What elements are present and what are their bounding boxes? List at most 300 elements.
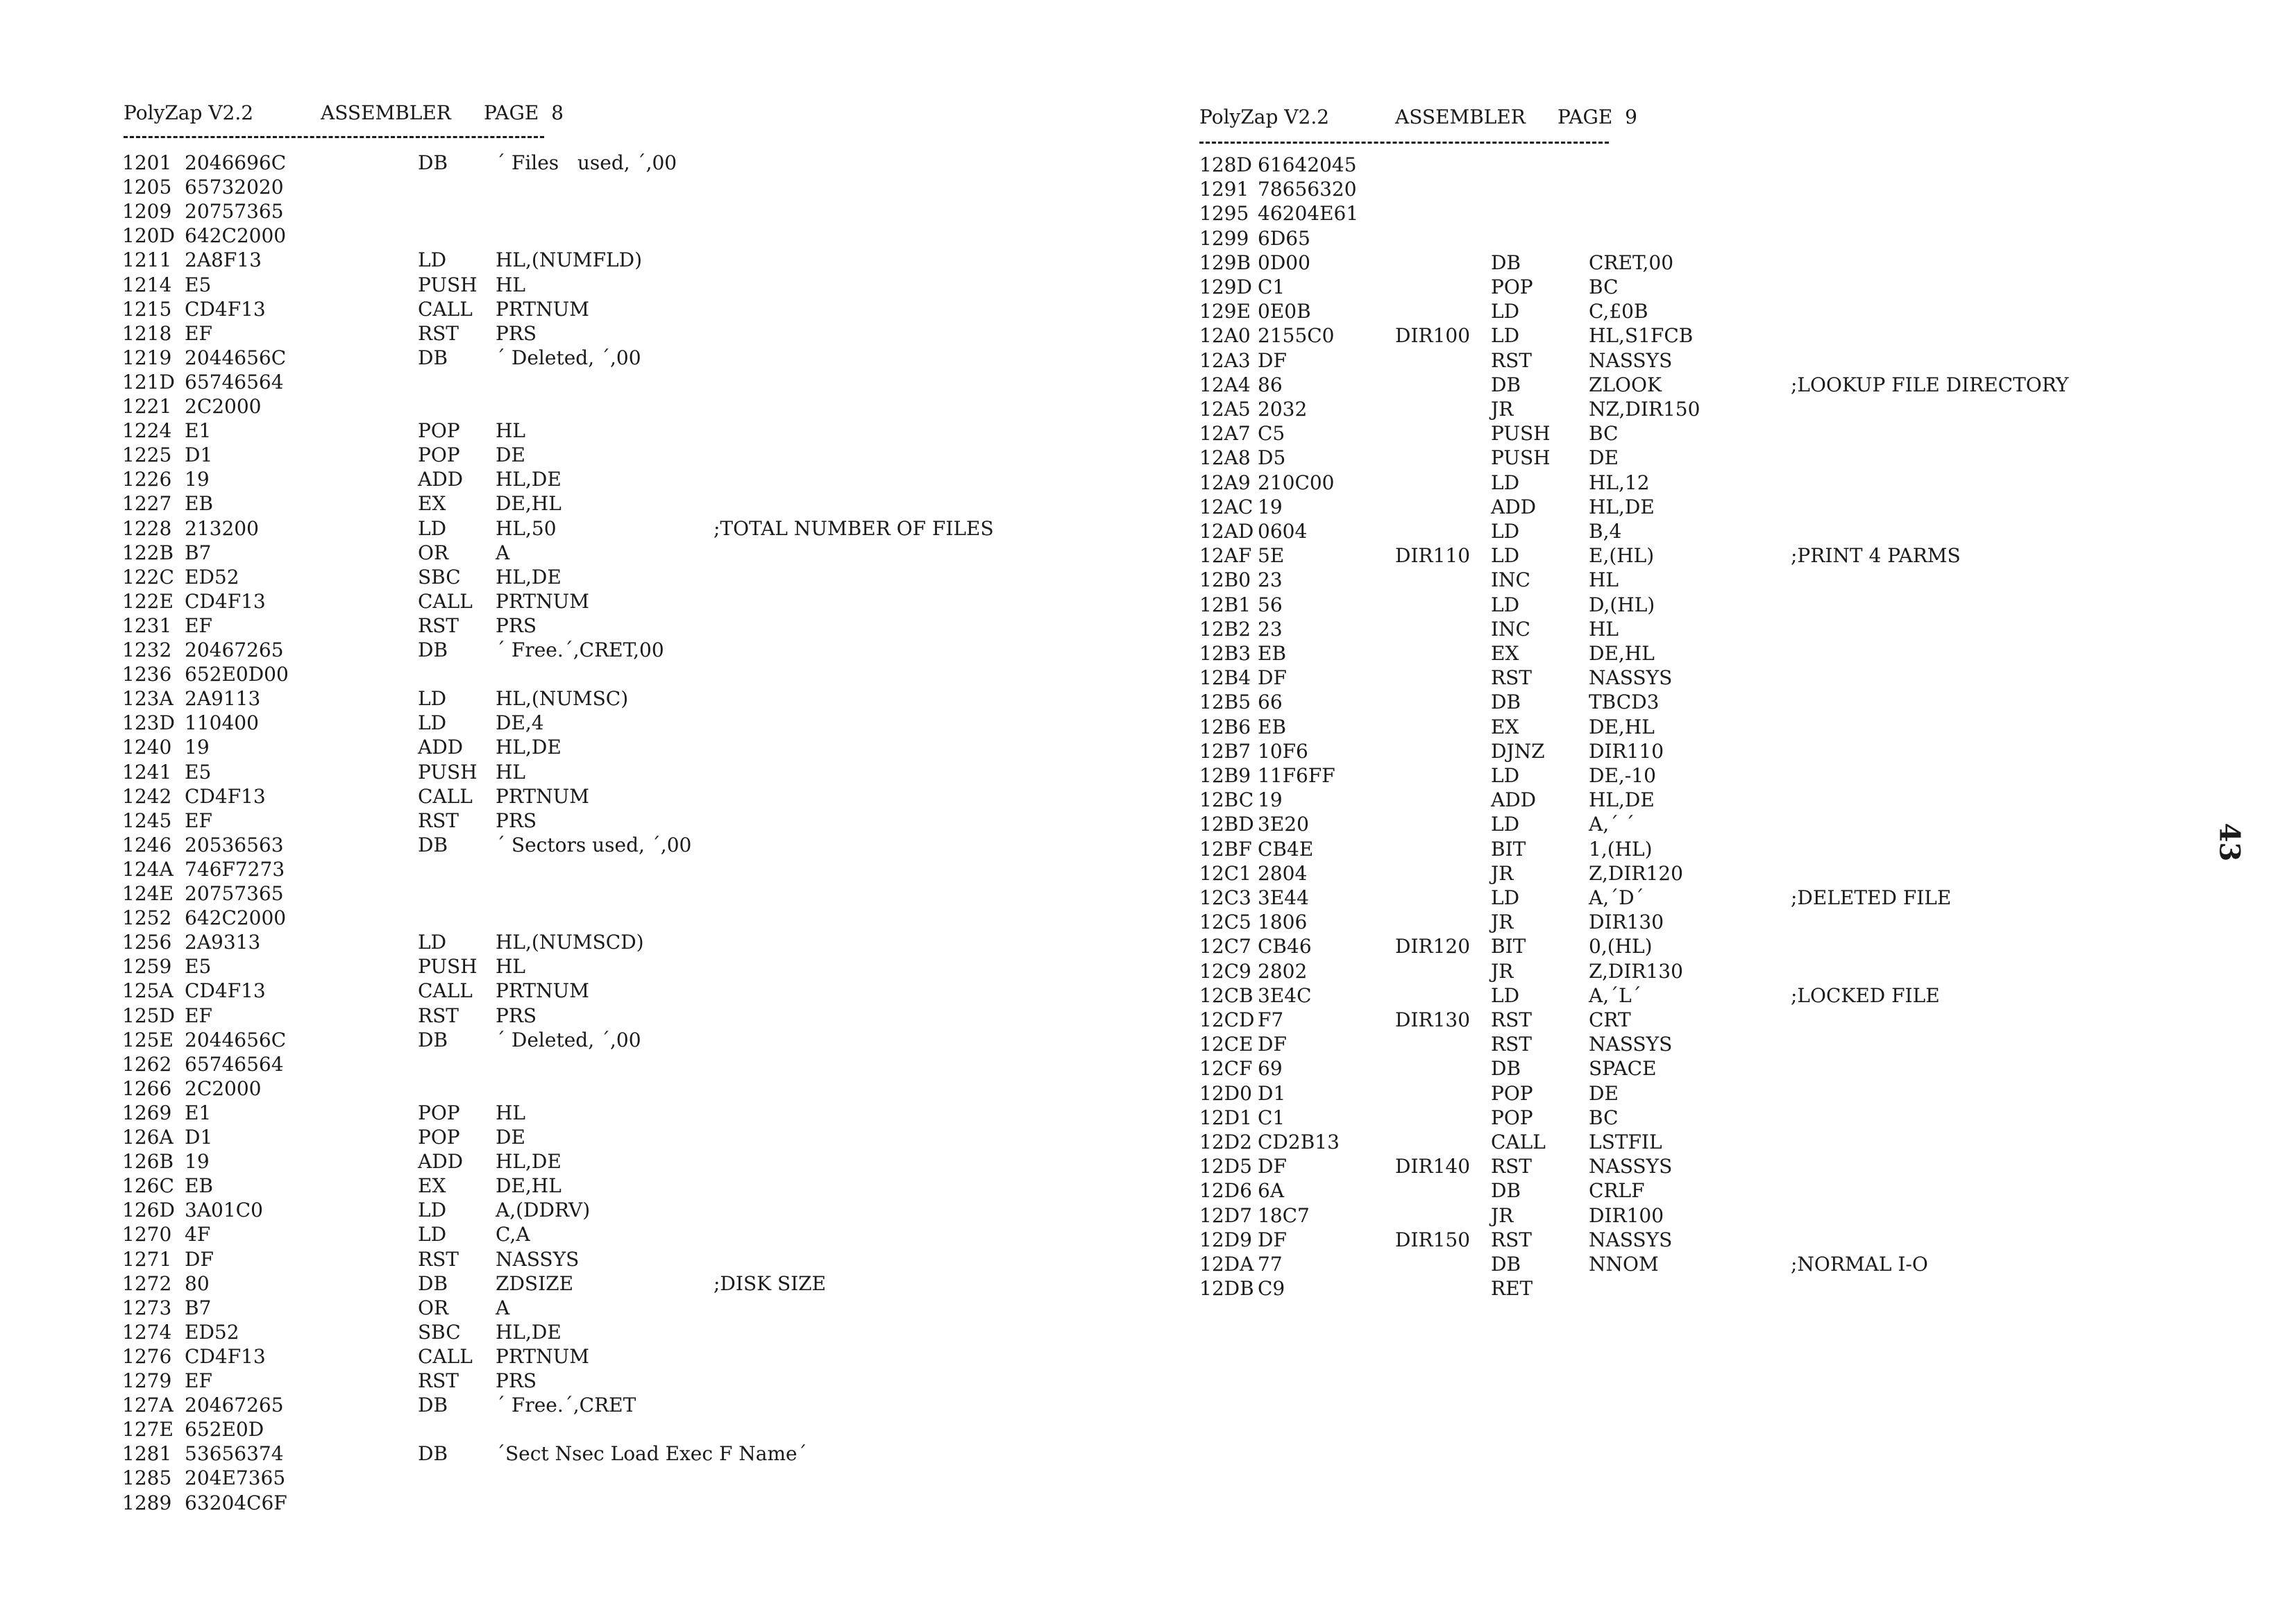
address: 129D [1199, 276, 1252, 298]
address: 1225 [122, 443, 172, 467]
listing-line [1148, 1106, 2296, 1130]
mnemonic: RST [418, 809, 459, 832]
mnemonic: DB [418, 1442, 448, 1466]
object-code: 652E0D [185, 1418, 264, 1441]
object-code: 204E7365 [185, 1466, 286, 1490]
mnemonic: DB [1491, 1253, 1521, 1276]
operand: HL,(NUMSC) [496, 687, 629, 711]
address: 12D5 [1199, 1155, 1252, 1178]
operand: HL,S1FCB [1589, 324, 1694, 348]
mnemonic: JR [1491, 1203, 1514, 1227]
address: 126A [122, 1126, 174, 1149]
listing-line [1148, 568, 2296, 592]
listing-line [0, 906, 1148, 930]
address: 1276 [122, 1344, 172, 1368]
listing-line [0, 1174, 1148, 1198]
address: 12C3 [1199, 886, 1251, 909]
mnemonic: RST [1491, 1033, 1532, 1056]
object-code: EF [185, 321, 212, 345]
mnemonic: RST [1491, 666, 1532, 690]
mnemonic: LD [1491, 544, 1520, 568]
operand: BC [1589, 276, 1619, 298]
listing-line [0, 1126, 1148, 1149]
object-code: DF [1258, 666, 1287, 690]
operand: ´ Deleted, ´,00 [496, 346, 641, 369]
object-code: CD4F13 [185, 589, 266, 613]
listing-line [0, 834, 1148, 857]
operand: CRLF [1589, 1179, 1645, 1203]
object-code: 19 [185, 468, 210, 491]
object-code: 19 [185, 1150, 210, 1174]
address: 12CD [1199, 1008, 1255, 1031]
address: 1270 [122, 1223, 172, 1246]
listing-line [0, 346, 1148, 370]
mnemonic: LD [1491, 520, 1520, 543]
mnemonic: JR [1491, 398, 1514, 421]
operand: A,(DDRV) [496, 1199, 591, 1222]
operand: ZDSIZE [496, 1271, 574, 1295]
listing-line [0, 517, 1148, 541]
address: 12AF [1199, 544, 1252, 568]
mnemonic: RET [1491, 1277, 1533, 1301]
listing-line [0, 1223, 1148, 1246]
object-code: B7 [185, 1296, 212, 1319]
listing-line [1148, 984, 2296, 1008]
address: 1241 [122, 760, 172, 784]
address: 1259 [122, 955, 172, 979]
address: 12B7 [1199, 739, 1251, 763]
address: 1215 [122, 297, 172, 321]
object-code: EB [1258, 715, 1287, 738]
address: 123D [122, 711, 175, 735]
object-code: 66 [1258, 691, 1283, 714]
operand: NASSYS [1589, 1033, 1673, 1056]
object-code: B7 [185, 541, 212, 564]
listing-line [0, 1442, 1148, 1466]
address: 12DB [1199, 1277, 1254, 1301]
address: 1269 [122, 1101, 172, 1124]
address: 12BC [1199, 788, 1254, 812]
address: 1281 [122, 1442, 172, 1466]
mnemonic: DB [418, 1394, 448, 1417]
address: 1205 [122, 176, 172, 199]
address: 127A [122, 1394, 174, 1417]
operand: HL,DE [496, 565, 562, 589]
mnemonic: BIT [1491, 935, 1526, 958]
comment: ;DELETED FILE [1791, 886, 1952, 909]
object-code: 23 [1258, 568, 1283, 592]
mnemonic: ADD [1491, 788, 1537, 812]
object-code: F7 [1258, 1008, 1284, 1031]
object-code: 11F6FF [1258, 764, 1335, 787]
address: 1245 [122, 809, 172, 832]
operand: Z,DIR130 [1589, 959, 1683, 983]
header-program: PolyZap V2.2 [124, 101, 254, 124]
listing-line [1148, 1253, 2296, 1276]
object-code: 2155C0 [1258, 324, 1335, 348]
address: 1274 [122, 1320, 172, 1344]
object-code: 6A [1258, 1179, 1285, 1203]
object-code: 746F7273 [185, 857, 285, 881]
header-page-label: PAGE 8 [484, 101, 564, 124]
operand: DE,HL [1589, 642, 1655, 665]
object-code: EF [185, 1004, 212, 1027]
object-code: 63204C6F [185, 1491, 287, 1514]
mnemonic: JR [1491, 861, 1514, 885]
mnemonic: SBC [418, 565, 461, 589]
listing-line [1148, 862, 2296, 886]
mnemonic: LD [418, 687, 447, 711]
listing-line [1148, 618, 2296, 641]
operand: ZLOOK [1589, 373, 1662, 396]
operand: NNOM [1589, 1253, 1659, 1276]
mnemonic: INC [1491, 568, 1530, 592]
right-listing-page [1148, 0, 2296, 1624]
listing-line [1148, 324, 2296, 348]
object-code: 1806 [1258, 911, 1308, 934]
address: 122B [122, 541, 174, 564]
listing-line [0, 809, 1148, 833]
object-code: 210C00 [1258, 471, 1335, 494]
operand: PRTNUM [496, 589, 589, 613]
mnemonic: PUSH [418, 273, 478, 296]
address: 12B2 [1199, 617, 1251, 641]
object-code: EF [185, 1369, 212, 1392]
mnemonic: LD [418, 711, 447, 735]
address: 123A [122, 687, 174, 711]
listing-line [0, 322, 1148, 346]
address: 12B1 [1199, 593, 1251, 616]
operand: HL,DE [496, 1320, 562, 1344]
mnemonic: DB [418, 638, 448, 661]
label: DIR150 [1395, 1228, 1471, 1251]
object-code: E5 [185, 273, 212, 296]
mnemonic: POP [418, 443, 460, 467]
mnemonic: LD [1491, 593, 1520, 616]
mnemonic: EX [418, 492, 446, 516]
operand: NZ,DIR150 [1589, 398, 1700, 421]
listing-line [1148, 153, 2296, 177]
operand: PRS [496, 321, 537, 345]
mnemonic: RST [418, 1247, 459, 1271]
mnemonic: PUSH [1491, 422, 1551, 446]
address: 12B9 [1199, 764, 1251, 787]
operand: TBCD3 [1589, 691, 1660, 714]
address: 12A9 [1199, 471, 1251, 494]
address: 1211 [122, 248, 172, 272]
operand: A,´ ´ [1589, 813, 1635, 836]
address: 12BF [1199, 837, 1252, 861]
listing-line [1148, 935, 2296, 958]
operand: PRS [496, 1369, 537, 1392]
listing-line [1148, 446, 2296, 470]
operand: C,£0B [1589, 300, 1648, 323]
object-code: 23 [1258, 617, 1283, 641]
listing-line [1148, 1057, 2296, 1081]
listing-line [1148, 642, 2296, 666]
operand: SPACE [1589, 1057, 1657, 1081]
object-code: 2802 [1258, 959, 1308, 983]
address: 1252 [122, 906, 172, 930]
listing-line [0, 200, 1148, 223]
address: 1218 [122, 321, 172, 345]
object-code: 110400 [185, 711, 259, 735]
mnemonic: BIT [1491, 837, 1526, 861]
object-code: 3E44 [1258, 886, 1309, 909]
address: 12BD [1199, 813, 1254, 836]
address: 1228 [122, 516, 172, 540]
object-code: 19 [1258, 788, 1283, 812]
mnemonic: DB [418, 151, 448, 174]
operand: HL,50 [496, 516, 557, 540]
label: DIR120 [1395, 935, 1471, 958]
operand: A,´D´ [1589, 886, 1644, 909]
operand: DE [1589, 446, 1619, 470]
listing-line [0, 1248, 1148, 1271]
operand: HL,12 [1589, 471, 1650, 494]
object-code: 2804 [1258, 861, 1308, 885]
mnemonic: POP [1491, 276, 1533, 298]
object-code: D1 [1258, 1081, 1286, 1105]
object-code: 18C7 [1258, 1203, 1310, 1227]
address: 124A [122, 857, 174, 881]
listing-line [1148, 788, 2296, 812]
listing-line [0, 590, 1148, 614]
address: 121D [122, 370, 175, 394]
mnemonic: POP [418, 1101, 460, 1124]
address: 1273 [122, 1296, 172, 1319]
address: 126B [122, 1150, 174, 1174]
object-code: C9 [1258, 1277, 1285, 1301]
address: 1240 [122, 736, 172, 759]
address: 1295 [1199, 202, 1249, 226]
listing-line [0, 711, 1148, 735]
object-code: 2046696C [185, 151, 287, 174]
operand: 1,(HL) [1589, 837, 1653, 861]
address: 1226 [122, 468, 172, 491]
mnemonic: DB [418, 833, 448, 856]
object-code: 65746564 [185, 1052, 284, 1076]
object-code: 20467265 [185, 1394, 284, 1417]
mnemonic: LD [418, 248, 447, 272]
object-code: 6D65 [1258, 226, 1310, 250]
mnemonic: CALL [418, 784, 473, 808]
operand: E,(HL) [1589, 544, 1655, 568]
operand: PRTNUM [496, 784, 589, 808]
address: 12D6 [1199, 1179, 1252, 1203]
operand: NASSYS [496, 1247, 580, 1271]
address: 12AC [1199, 495, 1253, 518]
address: 1231 [122, 614, 172, 637]
address: 1289 [122, 1491, 172, 1514]
address: 12A3 [1199, 348, 1251, 372]
object-code: 0D00 [1258, 251, 1310, 274]
address: 1232 [122, 638, 172, 661]
object-code: 86 [1258, 373, 1283, 396]
listing-line [1148, 666, 2296, 690]
listing-line [0, 1029, 1148, 1052]
mnemonic: DB [1491, 251, 1521, 274]
operand: PRS [496, 1004, 537, 1027]
address: 12D7 [1199, 1203, 1252, 1227]
object-code: EB [1258, 642, 1287, 665]
listing-line [0, 955, 1148, 979]
mnemonic: RST [418, 614, 459, 637]
listing-line [0, 541, 1148, 565]
operand: ´ Files used, ´,00 [496, 151, 677, 174]
object-code: ED52 [185, 1320, 239, 1344]
object-code: DF [1258, 1155, 1287, 1178]
mnemonic: DB [1491, 1057, 1521, 1081]
address: 1209 [122, 200, 172, 223]
listing-line [1148, 349, 2296, 373]
object-code: ED52 [185, 565, 239, 589]
operand: DIR130 [1589, 911, 1664, 934]
address: 1266 [122, 1076, 172, 1100]
object-code: 3A01C0 [185, 1199, 263, 1222]
operand: D,(HL) [1589, 593, 1655, 616]
listing-line [0, 1053, 1148, 1076]
operand: HL [496, 419, 526, 443]
object-code: CD4F13 [185, 1344, 266, 1368]
address: 127E [122, 1418, 174, 1441]
mnemonic: JR [1491, 911, 1514, 934]
operand: ´ Free.´,CRET [496, 1394, 636, 1417]
mnemonic: OR [418, 541, 449, 564]
object-code: 2A8F13 [185, 248, 262, 272]
operand: HL [496, 273, 526, 296]
address: 12D1 [1199, 1106, 1252, 1129]
mnemonic: DB [418, 346, 448, 369]
mnemonic: LD [418, 1223, 447, 1246]
listing-line [1148, 496, 2296, 519]
operand: HL,DE [1589, 788, 1655, 812]
mnemonic: PUSH [418, 955, 478, 979]
operand: A [496, 541, 510, 564]
listing-rows [1148, 0, 2296, 1624]
mnemonic: POP [418, 419, 460, 443]
address: 1214 [122, 273, 172, 296]
listing-line [1148, 202, 2296, 226]
mnemonic: POP [1491, 1081, 1533, 1105]
object-code: E1 [185, 1101, 212, 1124]
address: 1291 [1199, 178, 1249, 201]
object-code: 2C2000 [185, 1076, 262, 1100]
mnemonic: DB [418, 1028, 448, 1051]
address: 12A8 [1199, 446, 1251, 470]
listing-line [0, 979, 1148, 1003]
address: 1221 [122, 395, 172, 418]
operand: DE,-10 [1589, 764, 1656, 787]
mnemonic: PUSH [418, 760, 478, 784]
mnemonic: CALL [418, 979, 473, 1003]
listing-line [1148, 251, 2296, 275]
listing-line [0, 1369, 1148, 1393]
object-code: D5 [1258, 446, 1286, 470]
mnemonic: RST [418, 1369, 459, 1392]
object-code: 65746564 [185, 370, 284, 394]
object-code: 20757365 [185, 882, 284, 905]
address: 1219 [122, 346, 172, 369]
address: 12C1 [1199, 861, 1251, 885]
listing-line [1148, 593, 2296, 617]
listing-line [1148, 1228, 2296, 1252]
object-code: 19 [185, 736, 210, 759]
listing-line [0, 176, 1148, 199]
mnemonic: LD [1491, 764, 1520, 787]
object-code: DF [1258, 348, 1287, 372]
object-code: CD4F13 [185, 784, 266, 808]
object-code: 3E4C [1258, 983, 1312, 1007]
operand: CRET,00 [1589, 251, 1674, 274]
mnemonic: LD [1491, 471, 1520, 494]
address: 12AD [1199, 520, 1254, 543]
listing-line [0, 151, 1148, 175]
listing-line [1148, 911, 2296, 934]
operand: ´Sect Nsec Load Exec F Name´ [496, 1442, 807, 1466]
listing-line [0, 248, 1148, 272]
operand: NASSYS [1589, 666, 1673, 690]
header-section: ASSEMBLER [1395, 105, 1526, 128]
address: 12A4 [1199, 373, 1251, 396]
operand: DE,HL [496, 1174, 562, 1198]
address: 12A5 [1199, 398, 1251, 421]
operand: A,´L´ [1589, 983, 1641, 1007]
mnemonic: ADD [418, 1150, 464, 1174]
mnemonic: POP [418, 1126, 460, 1149]
header-section: ASSEMBLER [321, 101, 451, 124]
address: 1279 [122, 1369, 172, 1392]
mnemonic: LD [1491, 300, 1520, 323]
mnemonic: EX [1491, 642, 1519, 665]
mnemonic: CALL [418, 1344, 473, 1368]
object-code: C5 [1258, 422, 1285, 446]
operand: HL,DE [496, 468, 562, 491]
mnemonic: EX [418, 1174, 446, 1198]
operand: ´ Deleted, ´,00 [496, 1028, 641, 1051]
listing-line [0, 1491, 1148, 1515]
listing-line [1148, 716, 2296, 739]
listing-line [1148, 886, 2296, 910]
listing-line [0, 566, 1148, 589]
address: 12B3 [1199, 642, 1251, 665]
listing-line [0, 468, 1148, 491]
object-code: DF [1258, 1228, 1287, 1251]
operand: HL,(NUMSCD) [496, 931, 644, 954]
object-code: 77 [1258, 1253, 1283, 1276]
address: 125D [122, 1004, 175, 1027]
listing-line [1148, 1131, 2296, 1154]
operand: BC [1589, 1106, 1619, 1129]
address: 125E [122, 1028, 174, 1051]
operand: DE [496, 1126, 525, 1149]
mnemonic: LD [418, 1199, 447, 1222]
label: DIR140 [1395, 1155, 1471, 1178]
operand: NASSYS [1589, 1155, 1673, 1178]
listing-line [1148, 422, 2296, 446]
address: 12D2 [1199, 1131, 1252, 1153]
operand: DE [1589, 1081, 1619, 1105]
object-code: 69 [1258, 1057, 1283, 1081]
object-code: 20467265 [185, 638, 284, 661]
listing-line [0, 1004, 1148, 1028]
address: 12CE [1199, 1033, 1253, 1056]
operand: HL,DE [1589, 495, 1655, 518]
mnemonic: ADD [418, 468, 464, 491]
listing-line [1148, 1277, 2296, 1301]
listing-line [0, 785, 1148, 809]
listing-line [1148, 300, 2296, 323]
